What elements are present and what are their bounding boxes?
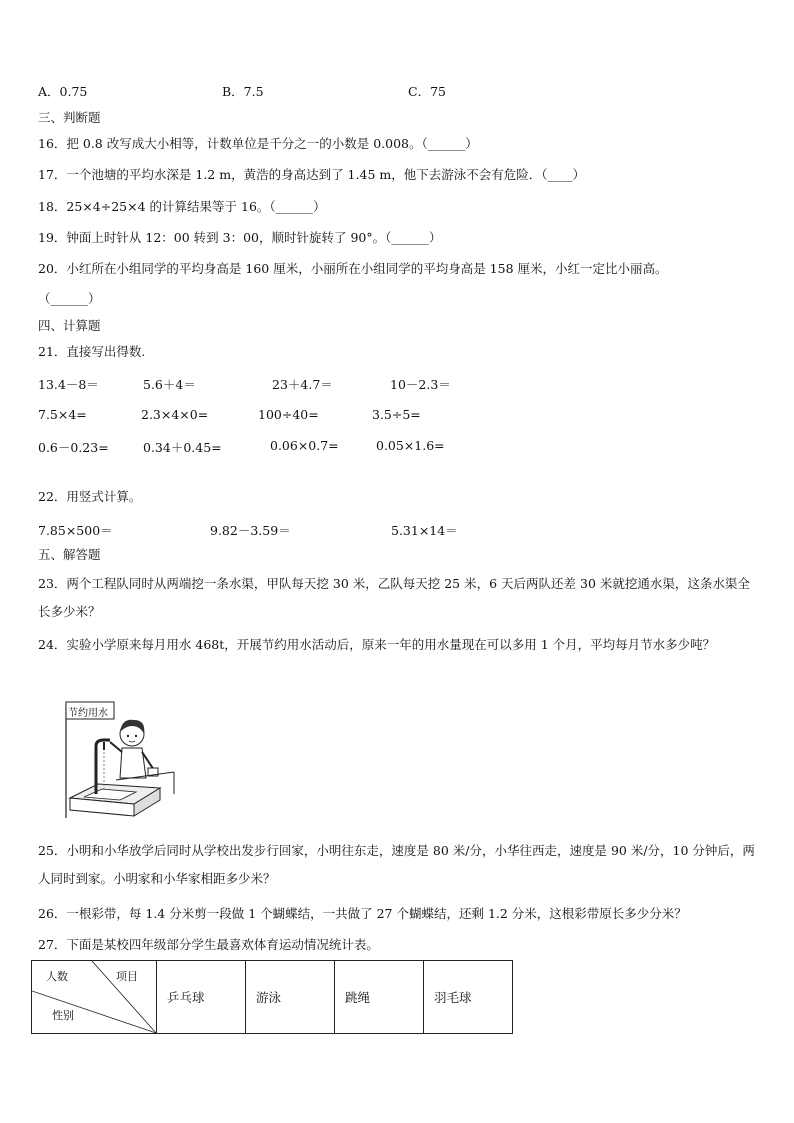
section-calc-title: 四、计算题 xyxy=(38,318,101,333)
question-26: 26．一根彩带，每 1.4 分米剪一段做 1 个蝴蝶结，一共做了 27 个蝴蝶结，还剩 1.2 分米，这根彩带原长多少分米？ xyxy=(38,906,687,921)
calc-item: 10－2.3＝ xyxy=(390,377,451,392)
calc-item: 2.3×4×0= xyxy=(141,407,209,422)
calc-item: 3.5÷5= xyxy=(372,407,421,422)
calc-item: 0.06×0.7= xyxy=(270,438,339,453)
table-row xyxy=(32,961,513,1034)
calc-item: 0.05×1.6= xyxy=(376,438,445,453)
table-header-cell: 跳绳 xyxy=(335,961,424,1034)
question-20-blank: （______） xyxy=(38,291,101,306)
question-25: 25．小明和小华放学后同时从学校出发步行回家，小明往东走，速度是 80 米/分，小华往西走，速度是 90 米/分，10 分钟后，两人同时到家。小明家和小华家相距多少米？ xyxy=(38,843,755,886)
water-saving-illustration xyxy=(56,698,176,822)
corner-people-label: 人数 xyxy=(46,970,68,983)
option-b: B．7.5 xyxy=(222,84,264,99)
section-judgment-title: 三、判断题 xyxy=(38,110,101,125)
question-24: 24．实验小学原来每月用水 468t，开展节约用水活动后，原来一年的用水量现在可以多用 1 个月，平均每月节水多少吨？ xyxy=(38,637,716,652)
question-21: 21．直接写出得数. xyxy=(38,344,146,359)
table-header-cell: 羽毛球 xyxy=(424,961,513,1034)
calc-item: 100÷40= xyxy=(258,407,319,422)
calc-item: 0.6－0.23= xyxy=(38,440,109,455)
question-16: 16．把 0.8 改写成大小相等，计数单位是千分之一的小数是 0.008。（______） xyxy=(38,136,478,151)
question-22: 22．用竖式计算。 xyxy=(38,489,142,504)
corner-gender-label: 性别 xyxy=(52,1009,74,1022)
corner-item-label: 项目 xyxy=(116,970,138,983)
vertical-calc-item: 9.82－3.59＝ xyxy=(210,523,291,538)
table-header-cell: 游泳 xyxy=(246,961,335,1034)
section-solve-title: 五、解答题 xyxy=(38,547,101,562)
sports-stats-table xyxy=(31,960,513,1034)
question-17: 17．一个池塘的平均水深是 1.2 m，黄浩的身高达到了 1.45 m，他下去游泳不会有危险．（____） xyxy=(38,167,585,182)
vertical-calc-item: 5.31×14＝ xyxy=(391,523,458,538)
calc-item: 5.6＋4＝ xyxy=(143,377,196,392)
question-20: 20．小红所在小组同学的平均身高是 160 厘米，小丽所在小组同学的平均身高是 158 厘米，小红一定比小丽高。 xyxy=(38,261,668,276)
question-19: 19．钟面上时针从 12：00 转到 3：00，顺时针旋转了 90°。（______） xyxy=(38,230,442,245)
option-c: C．75 xyxy=(408,84,446,99)
calc-item: 23＋4.7＝ xyxy=(272,377,333,392)
sign-text: 节约用水 xyxy=(68,708,108,719)
table-header-cell: 乒乓球 xyxy=(157,961,246,1034)
calc-item: 7.5×4= xyxy=(38,407,87,422)
calc-item: 13.4－8＝ xyxy=(38,377,99,392)
question-23: 23．两个工程队同时从两端挖一条水渠，甲队每天挖 30 米，乙队每天挖 25 米，6 天后两队还差 30 米就挖通水渠，这条水渠全长多少米？ xyxy=(38,576,750,619)
calc-item: 0.34＋0.45= xyxy=(143,440,222,455)
table-corner-cell xyxy=(32,961,157,1034)
question-27: 27．下面是某校四年级部分学生最喜欢体育运动情况统计表。 xyxy=(38,937,379,952)
option-a: A．0.75 xyxy=(38,84,88,99)
question-18: 18．25×4÷25×4 的计算结果等于 16。（______） xyxy=(38,199,326,214)
vertical-calc-item: 7.85×500＝ xyxy=(38,523,113,538)
